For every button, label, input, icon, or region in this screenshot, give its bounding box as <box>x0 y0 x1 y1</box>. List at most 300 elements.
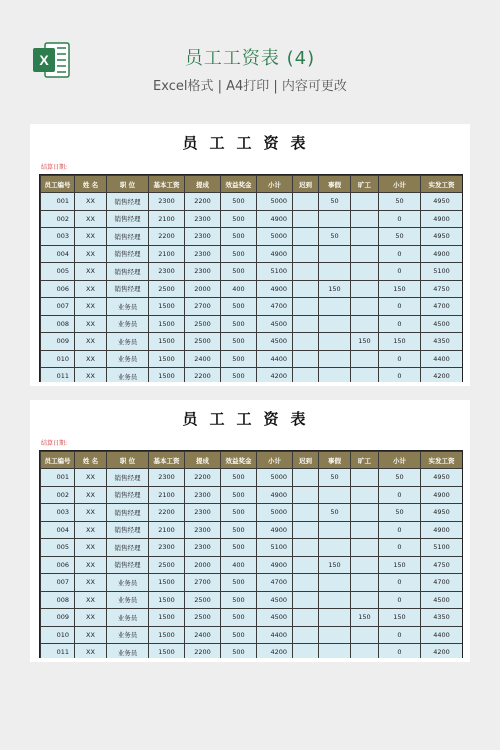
table-cell: 销售经理 <box>107 228 149 246</box>
table-row <box>41 539 463 557</box>
table-cell: 1500 <box>149 626 185 644</box>
column-header: 姓 名 <box>75 452 107 469</box>
table-cell: 0 <box>379 574 421 592</box>
table-cell: 010 <box>41 626 75 644</box>
table-cell <box>293 539 319 557</box>
table-cell: 4700 <box>421 298 463 316</box>
table-cell: 500 <box>221 521 257 539</box>
table-cell: 2100 <box>149 521 185 539</box>
table-cell: 500 <box>221 644 257 659</box>
column-header: 小计 <box>379 452 421 469</box>
table-cell: 2300 <box>185 521 221 539</box>
table-cell <box>293 504 319 522</box>
table-cell: 4200 <box>257 644 293 659</box>
table-cell <box>293 193 319 211</box>
table-cell: 0 <box>379 521 421 539</box>
table-cell: XX <box>75 521 107 539</box>
table-cell: 2200 <box>185 193 221 211</box>
table-cell <box>351 539 379 557</box>
table-cell: 业务员 <box>107 574 149 592</box>
table-cell <box>351 574 379 592</box>
table-cell: 2100 <box>149 210 185 228</box>
table-cell <box>351 368 379 383</box>
table-cell <box>351 280 379 298</box>
table-cell: 1500 <box>149 644 185 659</box>
table-cell: 2500 <box>185 591 221 609</box>
table-cell <box>293 521 319 539</box>
table-cell: 1500 <box>149 574 185 592</box>
table-cell <box>293 556 319 574</box>
table-cell: 2300 <box>149 469 185 487</box>
sheet-preview <box>30 124 470 386</box>
table-cell: 007 <box>41 298 75 316</box>
table-cell: 2300 <box>185 228 221 246</box>
sheet-title: 员工工资表 <box>182 410 318 428</box>
table-cell: 4750 <box>421 556 463 574</box>
table-cell: 500 <box>221 609 257 627</box>
table-cell: 业务员 <box>107 644 149 659</box>
table-cell: 1500 <box>149 333 185 351</box>
table-cell: 4200 <box>257 368 293 383</box>
table-cell: 2300 <box>149 263 185 281</box>
table-cell: 0 <box>379 298 421 316</box>
table-cell: 业务员 <box>107 298 149 316</box>
table-cell <box>319 626 351 644</box>
table-cell: XX <box>75 193 107 211</box>
table-cell: 50 <box>319 504 351 522</box>
table-cell: 2300 <box>185 245 221 263</box>
table-cell: 500 <box>221 504 257 522</box>
page-header <box>0 0 500 110</box>
table-cell: 2500 <box>149 556 185 574</box>
table-cell: 2000 <box>185 556 221 574</box>
table-cell: 5000 <box>257 469 293 487</box>
table-cell: 5100 <box>421 539 463 557</box>
table-cell: XX <box>75 486 107 504</box>
table-row <box>41 574 463 592</box>
table-cell <box>351 504 379 522</box>
table-cell <box>319 210 351 228</box>
table-cell: 003 <box>41 504 75 522</box>
table-row <box>41 280 463 298</box>
table-cell: 销售经理 <box>107 504 149 522</box>
table-cell: 150 <box>379 609 421 627</box>
column-header: 员工编号 <box>41 452 75 469</box>
table-cell: 业务员 <box>107 609 149 627</box>
table-cell: 4900 <box>421 486 463 504</box>
table-cell: 2200 <box>149 228 185 246</box>
table-cell: 150 <box>379 556 421 574</box>
table-cell: 150 <box>319 280 351 298</box>
table-cell: 500 <box>221 210 257 228</box>
settlement-date-label: 结算日期: <box>41 440 68 447</box>
table-cell: 4900 <box>257 280 293 298</box>
table-cell: 4900 <box>257 556 293 574</box>
table-cell: 2500 <box>149 280 185 298</box>
table-cell: 销售经理 <box>107 193 149 211</box>
table-cell: XX <box>75 556 107 574</box>
page-title: 员工工资表 (4) <box>184 48 316 69</box>
table-cell: 2400 <box>185 350 221 368</box>
table-cell: 业务员 <box>107 626 149 644</box>
table-cell: 4500 <box>257 591 293 609</box>
table-cell: 2400 <box>185 626 221 644</box>
column-header: 提成 <box>185 176 221 193</box>
table-cell <box>293 263 319 281</box>
column-header: 效益奖金 <box>221 176 257 193</box>
table-cell: 150 <box>351 333 379 351</box>
column-header: 旷工 <box>351 452 379 469</box>
table-cell: XX <box>75 263 107 281</box>
table-cell: 4900 <box>421 245 463 263</box>
table-cell <box>351 263 379 281</box>
table-cell: 4200 <box>421 644 463 659</box>
table-cell <box>351 210 379 228</box>
table-cell <box>351 486 379 504</box>
table-cell <box>351 626 379 644</box>
table-cell: 002 <box>41 486 75 504</box>
column-header: 员工编号 <box>41 176 75 193</box>
table-cell: 0 <box>379 626 421 644</box>
table-cell: 2300 <box>149 193 185 211</box>
table-cell: 4900 <box>257 210 293 228</box>
table-cell: 4350 <box>421 333 463 351</box>
table-cell: 1500 <box>149 350 185 368</box>
table-cell: XX <box>75 469 107 487</box>
table-cell <box>293 486 319 504</box>
table-cell: 4350 <box>421 609 463 627</box>
table-cell <box>293 626 319 644</box>
table-cell: 500 <box>221 574 257 592</box>
table-cell: 001 <box>41 193 75 211</box>
table-cell: 50 <box>319 228 351 246</box>
table-cell: 50 <box>379 469 421 487</box>
table-cell: 1500 <box>149 298 185 316</box>
table-cell: 4950 <box>421 193 463 211</box>
table-cell: 008 <box>41 315 75 333</box>
table-row <box>41 644 463 659</box>
table-cell: XX <box>75 504 107 522</box>
table-cell: 2300 <box>185 486 221 504</box>
table-cell: 4900 <box>421 521 463 539</box>
table-row <box>41 210 463 228</box>
table-cell: 500 <box>221 368 257 383</box>
table-cell: XX <box>75 210 107 228</box>
table-cell: 005 <box>41 263 75 281</box>
table-cell <box>319 245 351 263</box>
column-header: 基本工资 <box>149 452 185 469</box>
table-row <box>41 245 463 263</box>
table-cell: 500 <box>221 486 257 504</box>
table-row <box>41 193 463 211</box>
table-cell: 1500 <box>149 609 185 627</box>
table-cell: XX <box>75 280 107 298</box>
table-cell <box>351 298 379 316</box>
column-header: 实发工资 <box>421 452 463 469</box>
table-cell: 500 <box>221 245 257 263</box>
table-cell: XX <box>75 315 107 333</box>
table-cell: XX <box>75 539 107 557</box>
table-cell: 5000 <box>257 193 293 211</box>
table-cell: 销售经理 <box>107 210 149 228</box>
table-cell: 业务员 <box>107 315 149 333</box>
table-row <box>41 591 463 609</box>
table-cell <box>293 298 319 316</box>
table-cell: 业务员 <box>107 350 149 368</box>
sheet-preview <box>30 400 470 662</box>
table-cell: 0 <box>379 350 421 368</box>
table-cell: 1500 <box>149 591 185 609</box>
table-cell: 500 <box>221 350 257 368</box>
table-cell <box>319 539 351 557</box>
table-cell <box>293 591 319 609</box>
column-header: 职 位 <box>107 452 149 469</box>
table-cell <box>351 521 379 539</box>
table-cell <box>293 333 319 351</box>
table-cell: 006 <box>41 280 75 298</box>
table-cell: 500 <box>221 591 257 609</box>
table-cell <box>319 644 351 659</box>
table-cell <box>293 228 319 246</box>
table-cell <box>319 298 351 316</box>
table-cell <box>293 609 319 627</box>
table-cell: 004 <box>41 521 75 539</box>
table-row <box>41 469 463 487</box>
table-cell: 4900 <box>421 210 463 228</box>
table-row <box>41 350 463 368</box>
table-cell: 4700 <box>421 574 463 592</box>
table-cell <box>293 574 319 592</box>
table-cell: XX <box>75 626 107 644</box>
table-cell: 2300 <box>149 539 185 557</box>
table-cell: 004 <box>41 245 75 263</box>
table-row <box>41 368 463 383</box>
table-cell: 50 <box>319 469 351 487</box>
table-cell: 0 <box>379 644 421 659</box>
table-row <box>41 263 463 281</box>
table-cell: 4900 <box>257 521 293 539</box>
table-cell: 0 <box>379 539 421 557</box>
table-cell <box>293 315 319 333</box>
table-cell: 500 <box>221 539 257 557</box>
table-cell: 2300 <box>185 263 221 281</box>
table-cell: 4950 <box>421 228 463 246</box>
table-cell: 4950 <box>421 504 463 522</box>
table-row <box>41 504 463 522</box>
table-row <box>41 486 463 504</box>
table-cell: 5100 <box>421 263 463 281</box>
table-cell: XX <box>75 228 107 246</box>
table-cell: 008 <box>41 591 75 609</box>
table-cell: 50 <box>379 193 421 211</box>
table-cell: 50 <box>319 193 351 211</box>
table-cell: 4900 <box>257 245 293 263</box>
table-cell: 500 <box>221 626 257 644</box>
table-cell: XX <box>75 298 107 316</box>
table-cell: 销售经理 <box>107 556 149 574</box>
table-cell <box>351 556 379 574</box>
table-cell <box>293 644 319 659</box>
column-header: 效益奖金 <box>221 452 257 469</box>
table-cell: 009 <box>41 333 75 351</box>
table-cell: 0 <box>379 245 421 263</box>
table-cell: 业务员 <box>107 591 149 609</box>
table-cell: 5100 <box>257 263 293 281</box>
column-header: 旷工 <box>351 176 379 193</box>
table-cell <box>293 280 319 298</box>
table-cell <box>319 333 351 351</box>
table-cell <box>319 574 351 592</box>
table-cell: 4400 <box>257 626 293 644</box>
table-cell: 4500 <box>257 333 293 351</box>
table-cell <box>351 644 379 659</box>
table-cell: 4900 <box>257 486 293 504</box>
column-header: 迟到 <box>293 176 319 193</box>
table-cell <box>293 245 319 263</box>
table-cell <box>319 263 351 281</box>
table-cell: 50 <box>379 228 421 246</box>
table-cell: 150 <box>319 556 351 574</box>
table-cell: 500 <box>221 298 257 316</box>
table-cell: 5000 <box>257 228 293 246</box>
table-row <box>41 521 463 539</box>
table-cell <box>319 591 351 609</box>
table-cell: 销售经理 <box>107 280 149 298</box>
table-cell: 400 <box>221 280 257 298</box>
table-cell: 4200 <box>421 368 463 383</box>
table-cell <box>319 486 351 504</box>
table-row <box>41 609 463 627</box>
sheet-title: 员工工资表 <box>182 134 318 152</box>
table-cell: 003 <box>41 228 75 246</box>
table-cell: 006 <box>41 556 75 574</box>
table-cell: 500 <box>221 193 257 211</box>
table-cell: 1500 <box>149 368 185 383</box>
table-row <box>41 315 463 333</box>
table-cell: 2500 <box>185 609 221 627</box>
table-cell: 2500 <box>185 315 221 333</box>
table-cell: 4700 <box>257 574 293 592</box>
table-cell <box>293 210 319 228</box>
table-cell: 007 <box>41 574 75 592</box>
table-cell: 150 <box>379 280 421 298</box>
table-cell <box>319 609 351 627</box>
table-cell <box>319 521 351 539</box>
column-header: 实发工资 <box>421 176 463 193</box>
table-cell: 500 <box>221 315 257 333</box>
table-cell: 50 <box>379 504 421 522</box>
table-cell: 500 <box>221 263 257 281</box>
table-cell <box>351 228 379 246</box>
salary-table-wrapper <box>39 174 463 382</box>
table-cell <box>351 245 379 263</box>
column-header: 小计 <box>379 176 421 193</box>
table-header-row <box>41 176 463 193</box>
salary-table <box>40 175 463 382</box>
table-cell: 0 <box>379 263 421 281</box>
settlement-date-label: 结算日期: <box>41 164 68 171</box>
page-subtitle: Excel格式 | A4打印 | 内容可更改 <box>153 79 347 94</box>
table-cell: 2500 <box>185 333 221 351</box>
column-header: 事假 <box>319 452 351 469</box>
table-header-row <box>41 452 463 469</box>
table-cell: 4400 <box>421 626 463 644</box>
table-cell <box>319 315 351 333</box>
table-cell <box>351 315 379 333</box>
table-cell <box>351 469 379 487</box>
table-cell: 5000 <box>257 504 293 522</box>
column-header: 职 位 <box>107 176 149 193</box>
table-cell: 2700 <box>185 574 221 592</box>
table-cell: 业务员 <box>107 333 149 351</box>
column-header: 基本工资 <box>149 176 185 193</box>
table-cell: XX <box>75 368 107 383</box>
column-header: 提成 <box>185 452 221 469</box>
table-cell <box>293 469 319 487</box>
table-cell: 011 <box>41 368 75 383</box>
table-cell: 业务员 <box>107 368 149 383</box>
column-header: 小计 <box>257 452 293 469</box>
table-cell: 2300 <box>185 539 221 557</box>
table-cell: 4500 <box>421 591 463 609</box>
table-cell: 002 <box>41 210 75 228</box>
table-cell: 4950 <box>421 469 463 487</box>
table-cell: 销售经理 <box>107 245 149 263</box>
table-cell: 2300 <box>185 504 221 522</box>
table-cell <box>351 193 379 211</box>
table-cell <box>293 350 319 368</box>
column-header: 姓 名 <box>75 176 107 193</box>
table-row <box>41 228 463 246</box>
salary-table <box>40 451 463 658</box>
table-cell: 150 <box>351 609 379 627</box>
table-cell: XX <box>75 644 107 659</box>
table-cell: 4500 <box>257 315 293 333</box>
svg-text:X: X <box>39 52 49 68</box>
table-cell: 005 <box>41 539 75 557</box>
table-cell: 0 <box>379 591 421 609</box>
table-cell: 500 <box>221 333 257 351</box>
table-cell: 010 <box>41 350 75 368</box>
table-cell: 4400 <box>257 350 293 368</box>
table-cell: 销售经理 <box>107 539 149 557</box>
table-cell <box>293 368 319 383</box>
table-cell <box>351 591 379 609</box>
table-cell <box>319 368 351 383</box>
table-cell <box>351 350 379 368</box>
table-cell: 011 <box>41 644 75 659</box>
table-cell: 2200 <box>185 368 221 383</box>
table-cell: 5100 <box>257 539 293 557</box>
table-cell: 2700 <box>185 298 221 316</box>
table-cell: 销售经理 <box>107 263 149 281</box>
table-row <box>41 298 463 316</box>
table-cell: 销售经理 <box>107 486 149 504</box>
table-cell: 1500 <box>149 315 185 333</box>
table-cell: 0 <box>379 210 421 228</box>
table-cell: XX <box>75 609 107 627</box>
table-cell: 销售经理 <box>107 469 149 487</box>
table-cell: 0 <box>379 315 421 333</box>
table-cell: 4500 <box>257 609 293 627</box>
table-row <box>41 333 463 351</box>
table-cell: 4750 <box>421 280 463 298</box>
table-cell: 2100 <box>149 486 185 504</box>
table-row <box>41 556 463 574</box>
table-cell: 4400 <box>421 350 463 368</box>
table-cell: 2200 <box>185 644 221 659</box>
table-cell: 销售经理 <box>107 521 149 539</box>
